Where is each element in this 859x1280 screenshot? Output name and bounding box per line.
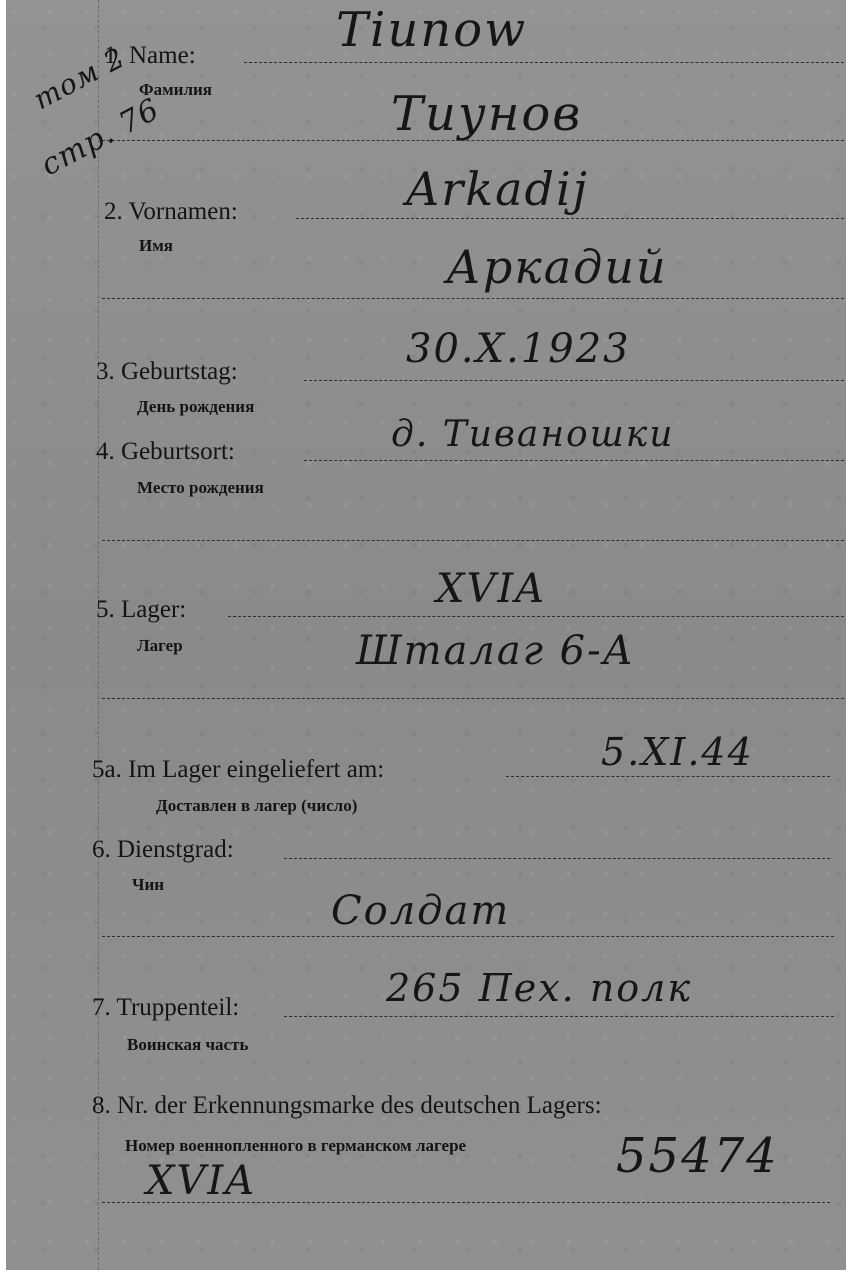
field-lager-value-1: XVIA — [436, 566, 547, 612]
field-lager-rule — [228, 616, 844, 617]
field-eingeliefert-label: 5a. Im Lager eingeliefert am: — [92, 756, 385, 783]
field-name-rule — [244, 62, 844, 63]
field-geburtsort-rule — [304, 460, 844, 461]
registration-card — [6, 0, 846, 1270]
field-name-value-latin: Tiunow — [336, 2, 528, 58]
margin-line — [98, 0, 99, 1270]
field-vornamen-rule-2 — [102, 298, 844, 299]
field-geburtsort-rule-2 — [102, 540, 844, 541]
field-vornamen-sublabel: Имя — [139, 236, 173, 255]
margin-note-volume: том 2 — [28, 40, 131, 117]
field-geburtstag-label: 3. Geburtstag: — [96, 358, 238, 385]
field-name-sublabel: Фамилия — [139, 80, 213, 99]
field-vornamen-value-latin: Arkadij — [406, 162, 589, 216]
field-name-rule-2 — [102, 140, 844, 141]
field-lager-rule-2 — [102, 698, 844, 699]
field-geburtstag-rule — [304, 380, 844, 381]
field-truppenteil-value: 265 Пех. полк — [386, 966, 693, 1010]
field-lager-sublabel: Лагер — [137, 636, 183, 655]
scan-edge — [846, 0, 859, 1280]
field-geburtstag-sublabel: День рождения — [137, 397, 255, 416]
field-vornamen-label: 2. Vornamen: — [104, 198, 238, 225]
field-eingeliefert-sublabel: Доставлен в лагер (число) — [156, 796, 358, 815]
field-eingeliefert-rule — [506, 776, 830, 777]
field-erkennungsmarke-rule — [102, 1202, 830, 1203]
field-truppenteil-sublabel: Воинская часть — [127, 1035, 249, 1054]
field-erkennungsmarke-camp: XVIA — [146, 1158, 257, 1204]
field-dienstgrad-value: Солдат — [331, 888, 511, 934]
field-dienstgrad-label: 6. Dienstgrad: — [92, 836, 234, 863]
field-erkennungsmarke-sublabel: Номер военнопленного в германском лагере — [125, 1136, 467, 1155]
field-name-value-cyrillic: Тиунов — [391, 86, 583, 142]
field-lager-value-2: Шталаг 6-А — [356, 628, 635, 674]
field-truppenteil-rule — [284, 1016, 834, 1017]
field-erkennungsmarke-label: 8. Nr. der Erkennungsmarke des deutschen Lagers: — [92, 1092, 602, 1119]
field-geburtsort-label: 4. Geburtsort: — [96, 438, 235, 465]
margin-note-page: стр. 76 — [35, 91, 166, 184]
field-geburtsort-sublabel: Место рождения — [137, 478, 264, 497]
field-vornamen-value-cyrillic: Аркадий — [446, 240, 668, 294]
field-dienstgrad-rule-2 — [102, 936, 834, 937]
field-lager-label: 5. Lager: — [96, 596, 187, 623]
field-dienstgrad-sublabel: Чин — [132, 875, 165, 894]
field-dienstgrad-rule — [284, 858, 830, 859]
field-geburtstag-value: 30.X.1923 — [406, 326, 631, 372]
field-eingeliefert-value: 5.XI.44 — [601, 730, 754, 774]
field-truppenteil-label: 7. Truppenteil: — [92, 994, 240, 1021]
field-erkennungsmarke-value: 55474 — [616, 1128, 779, 1184]
field-name-label: 1. Name: — [104, 42, 196, 69]
field-geburtsort-value: д. Тиваношки — [391, 414, 675, 455]
field-vornamen-rule — [296, 218, 844, 219]
